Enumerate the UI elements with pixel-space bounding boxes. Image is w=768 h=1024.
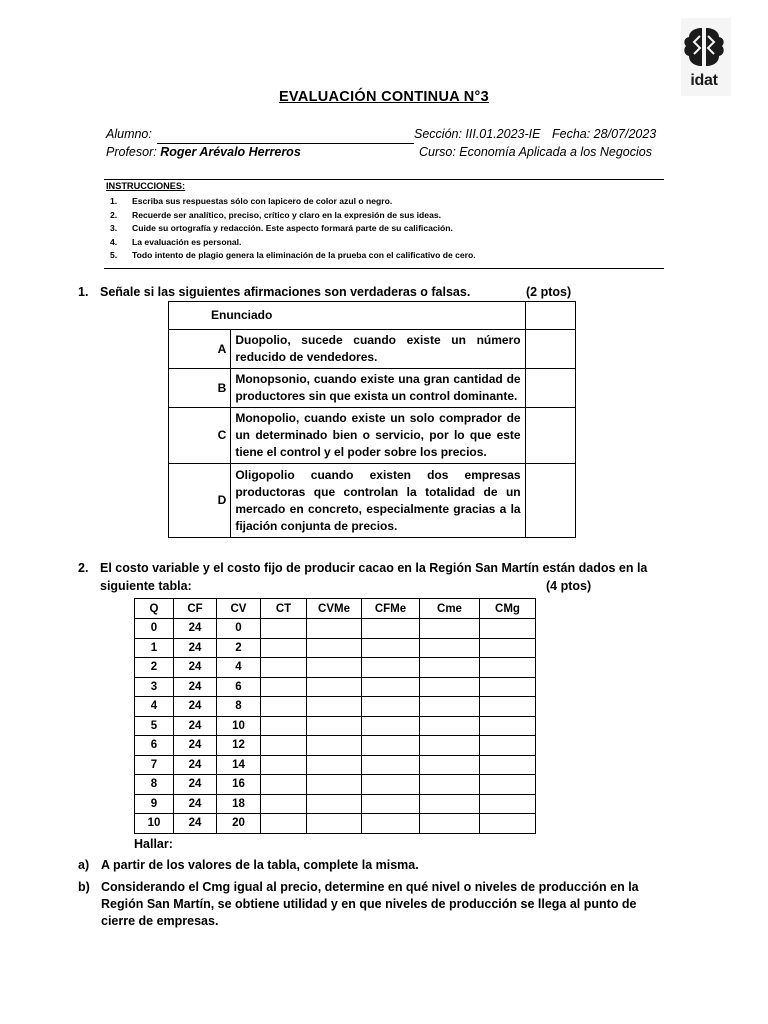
empty-cell-ct[interactable]: [261, 775, 307, 795]
task-a-text: A partir de los valores de la tabla, complete la misma.: [101, 858, 419, 872]
idat-logo: [681, 18, 731, 96]
cell-cv: 4: [217, 658, 261, 678]
curso-text: Curso: Economía Aplicada a los Negocios: [419, 145, 652, 159]
row-label: A: [169, 330, 231, 369]
empty-cell-cmg[interactable]: [480, 638, 536, 658]
empty-cell-ct[interactable]: [261, 677, 307, 697]
profesor-name: Roger Arévalo Herreros: [160, 145, 301, 159]
empty-cell-cme[interactable]: [420, 814, 480, 834]
answer-cell[interactable]: [525, 369, 575, 408]
instruction-item: [110, 236, 476, 250]
cell-cv: 10: [217, 716, 261, 736]
cell-cv: 16: [217, 775, 261, 795]
table-row: [135, 697, 536, 717]
empty-cell-cfme[interactable]: [362, 677, 420, 697]
instruction-number: 5.: [110, 250, 118, 260]
instructions-title: INSTRUCCIONES:: [106, 181, 186, 191]
cell-cf: 24: [174, 697, 217, 717]
answer-header-cell: [525, 302, 575, 330]
cell-q: 4: [135, 697, 174, 717]
empty-cell-cmg[interactable]: [480, 677, 536, 697]
cell-cv: 12: [217, 736, 261, 756]
cell-cf: 24: [174, 775, 217, 795]
cell-cf: 24: [174, 658, 217, 678]
column-header-ct: CT: [261, 599, 307, 619]
statement-text: Duopolio, sucede cuando existe un número reducido de vendedores.: [231, 330, 525, 369]
instruction-text: Recuerde ser analítico, preciso, crítico y claro en la expresión de sus ideas.: [132, 209, 442, 220]
alumno-label: Alumno:: [106, 127, 152, 141]
empty-cell-cvme[interactable]: [307, 658, 362, 678]
table-row: [135, 619, 536, 639]
enunciado-header: Enunciado: [169, 302, 526, 330]
empty-cell-cfme[interactable]: [362, 697, 420, 717]
cell-q: 1: [135, 638, 174, 658]
table-row: [135, 794, 536, 814]
table-row: [135, 814, 536, 834]
task-a-marker: a): [78, 858, 90, 872]
empty-cell-cmg[interactable]: [480, 775, 536, 795]
table-row: [135, 658, 536, 678]
table-row: [169, 464, 576, 538]
cell-cf: 24: [174, 619, 217, 639]
empty-cell-cvme[interactable]: [307, 619, 362, 639]
instruction-text: Cuide su ortografía y redacción. Este aspecto formará parte de su calificación.: [132, 223, 453, 233]
empty-cell-cme[interactable]: [420, 638, 480, 658]
cell-q: 8: [135, 775, 174, 795]
empty-cell-cme[interactable]: [420, 775, 480, 795]
table-header-row: [169, 302, 576, 330]
instructions-box: [104, 179, 664, 269]
cell-cf: 24: [174, 736, 217, 756]
empty-cell-ct[interactable]: [261, 638, 307, 658]
empty-cell-cmg[interactable]: [480, 814, 536, 834]
table-row: [135, 716, 536, 736]
table-row: [169, 369, 576, 408]
empty-cell-cmg[interactable]: [480, 736, 536, 756]
empty-cell-cvme[interactable]: [307, 677, 362, 697]
empty-cell-cfme[interactable]: [362, 755, 420, 775]
empty-cell-ct[interactable]: [261, 794, 307, 814]
cell-cf: 24: [174, 794, 217, 814]
column-header-q: Q: [135, 599, 174, 619]
answer-cell[interactable]: [525, 330, 575, 369]
row-label: C: [169, 408, 231, 464]
page-title: EVALUACIÓN CONTINUA N°3: [278, 89, 490, 105]
cell-cv: 2: [217, 638, 261, 658]
cell-q: 2: [135, 658, 174, 678]
cell-q: 3: [135, 677, 174, 697]
instruction-text: Todo intento de plagio genera la eliminación de la prueba con el calificativo de cero.: [132, 250, 476, 260]
cost-table-header-row: [135, 599, 536, 619]
statement-text: Monopsonio, cuando existe una gran cantidad de productores sin que exista un control dominante.: [231, 369, 525, 408]
question-1-text: Señale si las siguientes afirmaciones son verdaderas o falsas.: [100, 285, 471, 299]
question-1-points: (2 ptos): [526, 285, 572, 299]
cell-q: 7: [135, 755, 174, 775]
empty-cell-cfme[interactable]: [362, 775, 420, 795]
empty-cell-cvme[interactable]: [307, 814, 362, 834]
cell-q: 0: [135, 619, 174, 639]
empty-cell-cfme[interactable]: [362, 658, 420, 678]
empty-cell-cfme[interactable]: [362, 736, 420, 756]
profesor-label: Profesor:: [106, 145, 157, 159]
question-2-text-line1: El costo variable y el costo fijo de producir cacao en la Región San Martín están dados en la: [100, 561, 648, 575]
instruction-text: La evaluación es personal.: [132, 236, 242, 247]
instruction-item: [110, 209, 476, 223]
cell-q: 6: [135, 736, 174, 756]
empty-cell-ct[interactable]: [261, 716, 307, 736]
instruction-number: 1.: [110, 196, 118, 206]
instruction-item: [110, 195, 476, 209]
empty-cell-cvme[interactable]: [307, 736, 362, 756]
cell-cv: 8: [217, 697, 261, 717]
cell-q: 9: [135, 794, 174, 814]
empty-cell-ct[interactable]: [261, 658, 307, 678]
empty-cell-ct[interactable]: [261, 814, 307, 834]
empty-cell-cfme[interactable]: [362, 638, 420, 658]
statement-text: Monopolio, cuando existe un solo comprador de un determinado bien o servicio, por lo que este tiene el control y el poder sobre los precios.: [231, 408, 525, 464]
logo-text: idat: [690, 72, 718, 89]
empty-cell-cme[interactable]: [420, 716, 480, 736]
cell-cv: 0: [217, 619, 261, 639]
instruction-number: 3.: [110, 223, 118, 233]
empty-cell-cme[interactable]: [420, 619, 480, 639]
column-header-cv: CV: [217, 599, 261, 619]
row-label: D: [169, 464, 231, 538]
table-row: [135, 638, 536, 658]
empty-cell-ct[interactable]: [261, 736, 307, 756]
cell-cf: 24: [174, 716, 217, 736]
empty-cell-cmg[interactable]: [480, 716, 536, 736]
empty-cell-cme[interactable]: [420, 794, 480, 814]
table-row: [135, 736, 536, 756]
cell-cv: 6: [217, 677, 261, 697]
empty-cell-cvme[interactable]: [307, 716, 362, 736]
question-1-number: 1.: [78, 285, 89, 299]
empty-cell-cme[interactable]: [420, 658, 480, 678]
empty-cell-cmg[interactable]: [480, 658, 536, 678]
cell-cf: 24: [174, 677, 217, 697]
cell-cf: 24: [174, 814, 217, 834]
table-row: [169, 330, 576, 369]
question-2-text-line2: siguiente tabla:: [100, 579, 192, 593]
empty-cell-cvme[interactable]: [307, 755, 362, 775]
empty-cell-ct[interactable]: [261, 697, 307, 717]
column-header-cf: CF: [174, 599, 217, 619]
cell-q: 5: [135, 716, 174, 736]
row-label: B: [169, 369, 231, 408]
column-header-cmg: CMg: [480, 599, 536, 619]
hallar-label: Hallar:: [134, 837, 173, 851]
cell-cf: 24: [174, 638, 217, 658]
answer-cell[interactable]: [525, 408, 575, 464]
empty-cell-cme[interactable]: [420, 736, 480, 756]
empty-cell-cmg[interactable]: [480, 619, 536, 639]
empty-cell-cfme[interactable]: [362, 619, 420, 639]
question-2-number: 2.: [78, 561, 89, 575]
instruction-number: 4.: [110, 236, 118, 247]
table-row: [135, 775, 536, 795]
empty-cell-ct[interactable]: [261, 619, 307, 639]
empty-cell-cfme[interactable]: [362, 814, 420, 834]
instruction-item: [110, 249, 476, 263]
empty-cell-cfme[interactable]: [362, 794, 420, 814]
column-header-cfme: CFMe: [362, 599, 420, 619]
empty-cell-cme[interactable]: [420, 677, 480, 697]
instructions-list: [110, 195, 476, 263]
task-b-marker: b): [78, 880, 90, 894]
seccion-text: Sección: III.01.2023-IE: [414, 127, 541, 141]
empty-cell-cvme[interactable]: [307, 638, 362, 658]
empty-cell-cme[interactable]: [420, 755, 480, 775]
instruction-number: 2.: [110, 209, 118, 220]
empty-cell-cmg[interactable]: [480, 697, 536, 717]
empty-cell-cvme[interactable]: [307, 697, 362, 717]
answer-cell[interactable]: [525, 464, 575, 538]
empty-cell-cme[interactable]: [420, 697, 480, 717]
alumno-field[interactable]: [157, 143, 414, 144]
question-2-points: (4 ptos): [546, 579, 592, 593]
cell-q: 10: [135, 814, 174, 834]
fecha-text: Fecha: 28/07/2023: [552, 127, 657, 141]
cell-cv: 20: [217, 814, 261, 834]
column-header-cme: Cme: [420, 599, 480, 619]
instruction-text: Escriba sus respuestas sólo con lapicero de color azul o negro.: [132, 196, 393, 206]
column-header-cvme: CVMe: [307, 599, 362, 619]
statement-text: Oligopolio cuando existen dos empresas productoras que controlan la totalidad de un mercado en concreto, especialmente gracias a la fijación conjunta de precios.: [231, 464, 525, 538]
instruction-item: [110, 222, 476, 236]
empty-cell-ct[interactable]: [261, 755, 307, 775]
profesor-field: [106, 145, 301, 159]
cell-cv: 18: [217, 794, 261, 814]
cost-table: [134, 598, 536, 834]
empty-cell-cmg[interactable]: [480, 755, 536, 775]
brain-icon: [681, 26, 727, 70]
empty-cell-cvme[interactable]: [307, 794, 362, 814]
empty-cell-cmg[interactable]: [480, 794, 536, 814]
task-b-text: Considerando el Cmg igual al precio, determine en qué nivel o niveles de producción en la Región San Martín, se obtiene utilidad y en que niveles de producción se llega al punto de cierre de empresas.: [101, 880, 639, 928]
cell-cf: 24: [174, 755, 217, 775]
table-row: [169, 408, 576, 464]
cell-cv: 14: [217, 755, 261, 775]
empty-cell-cfme[interactable]: [362, 716, 420, 736]
true-false-table: [168, 301, 576, 538]
table-row: [135, 755, 536, 775]
empty-cell-cvme[interactable]: [307, 775, 362, 795]
table-row: [135, 677, 536, 697]
